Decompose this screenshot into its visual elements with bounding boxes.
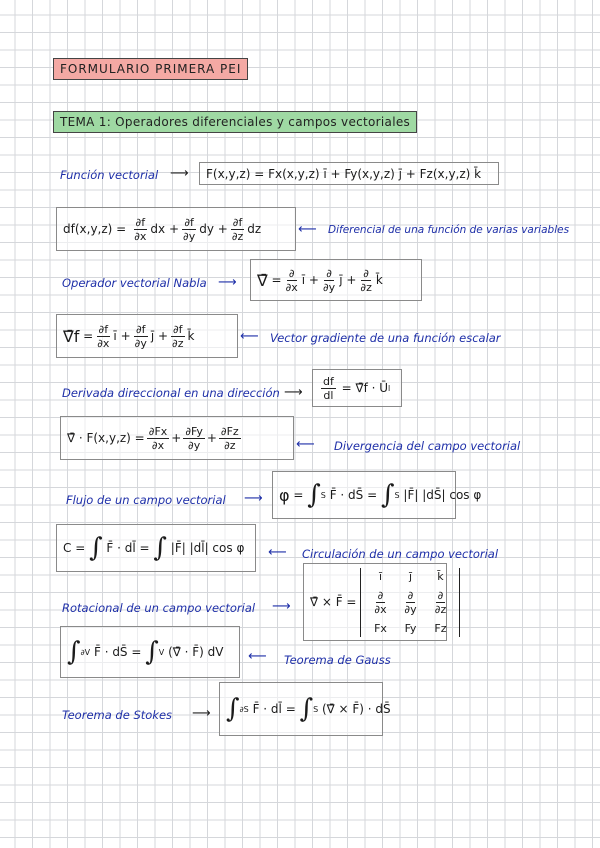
topic-header: TEMA 1: Operadores diferenciales y campos vectoriales (53, 111, 417, 133)
formula-diferencial: df(x,y,z) = $\frac{\partial f}{\partial x}$ dx + $\frac{\partial f}{\partial y}$ dy + $\frac{\partial f}{\partial z}$ dz (56, 207, 296, 251)
flujo-tail: |F̄| |dS̄| cos φ (403, 488, 482, 502)
label-gauss: Teorema de Gauss (284, 653, 391, 667)
arrow-left-icon: ⟵ (298, 222, 317, 237)
label-diferencial: Diferencial de una función de varias variables (328, 224, 570, 236)
label-rotacional: Rotacional de un campo vectorial (62, 601, 256, 615)
label-divergencia: Divergencia del campo vectorial (334, 439, 521, 453)
label-circulacion: Circulación de un campo vectorial (302, 547, 499, 561)
arrow-left-icon: ⟵ (240, 329, 259, 344)
arrow-right-icon: ⟶ (284, 385, 303, 400)
arrow-right-icon: ⟶ (244, 491, 263, 506)
arrow-right-icon: ⟶ (218, 275, 237, 290)
formula-circulacion: C = ∫ F̄ · dl̄ = ∫ |F̄| |dl̄| cos φ (56, 524, 256, 572)
formula-gauss: ∫ ∂V F̄ · dS̄ = ∫ V (∇̄ · F̄) dV (60, 626, 240, 678)
label-nabla: Operador vectorial Nabla (62, 276, 207, 290)
formula-flujo: φ = ∫ S F̄ · dS̄ = ∫ S |F̄| |dS̄| cos φ (272, 471, 456, 519)
arrow-left-icon: ⟵ (268, 545, 287, 560)
formula-derivada: $\frac{df}{dl}$ = ∇̄f · Ū l (312, 369, 402, 407)
formula-text: F(x,y,z) = Fx(x,y,z) ī + Fy(x,y,z) j̄ + Fz(x,y,z) k̄ (206, 166, 482, 181)
label-stokes: Teorema de Stokes (62, 708, 173, 722)
formula-stokes: ∫ ∂S F̄ · dl̄ = ∫ S (∇̄ × F̄) · dS̄ (219, 682, 383, 736)
formula-divergencia: ∇̄ · F(x,y,z) = $\frac{\partial Fx}{\partial x}$ + $\frac{\partial Fy}{\partial y}$ + $\frac{\partial Fz}{\partial z}$ (60, 416, 294, 460)
label-derivada: Derivada direccional en una dirección (62, 386, 280, 400)
formula-gradiente: ∇̄f = $\frac{\partial f}{\partial x}$ ī + $\frac{\partial f}{\partial y}$ j̄ + $\frac{\partial f}{\partial z}$ k̄ (56, 314, 238, 358)
formula-rotacional: ∇̄ × F̄ = ī j̄ k̄ $\frac{\partial}{\partial x}$ $\frac{\partial}{\partial y}$ $\frac{\partial}{\partial z}$ Fx Fy Fz (303, 563, 447, 641)
rotacional-matrix: ī j̄ k̄ $\frac{\partial}{\partial x}$ $\frac{\partial}{\partial y}$ $\frac{\partial}{\partial z}$ Fx Fy Fz (360, 568, 460, 637)
arrow-left-icon: ⟵ (296, 437, 315, 452)
circulacion-tail: |F̄| |dl̄| cos φ (170, 541, 245, 555)
page-title: FORMULARIO PRIMERA PEI (53, 58, 248, 80)
label-gradiente: Vector gradiente de una función escalar (270, 331, 501, 345)
arrow-right-icon: ⟶ (170, 166, 189, 181)
arrow-right-icon: ⟶ (192, 706, 211, 721)
label-funcion-vectorial: Función vectorial (60, 168, 159, 182)
label-flujo: Flujo de un campo vectorial (66, 493, 226, 507)
formula-funcion-vectorial (199, 162, 499, 185)
formula-nabla: ∇̄ = $\frac{\partial}{\partial x}$ ī + $\frac{\partial}{\partial y}$ j̄ + $\frac{\partial}{\partial z}$ k̄ (250, 259, 422, 301)
arrow-left-icon: ⟵ (248, 649, 267, 664)
arrow-right-icon: ⟶ (272, 599, 291, 614)
